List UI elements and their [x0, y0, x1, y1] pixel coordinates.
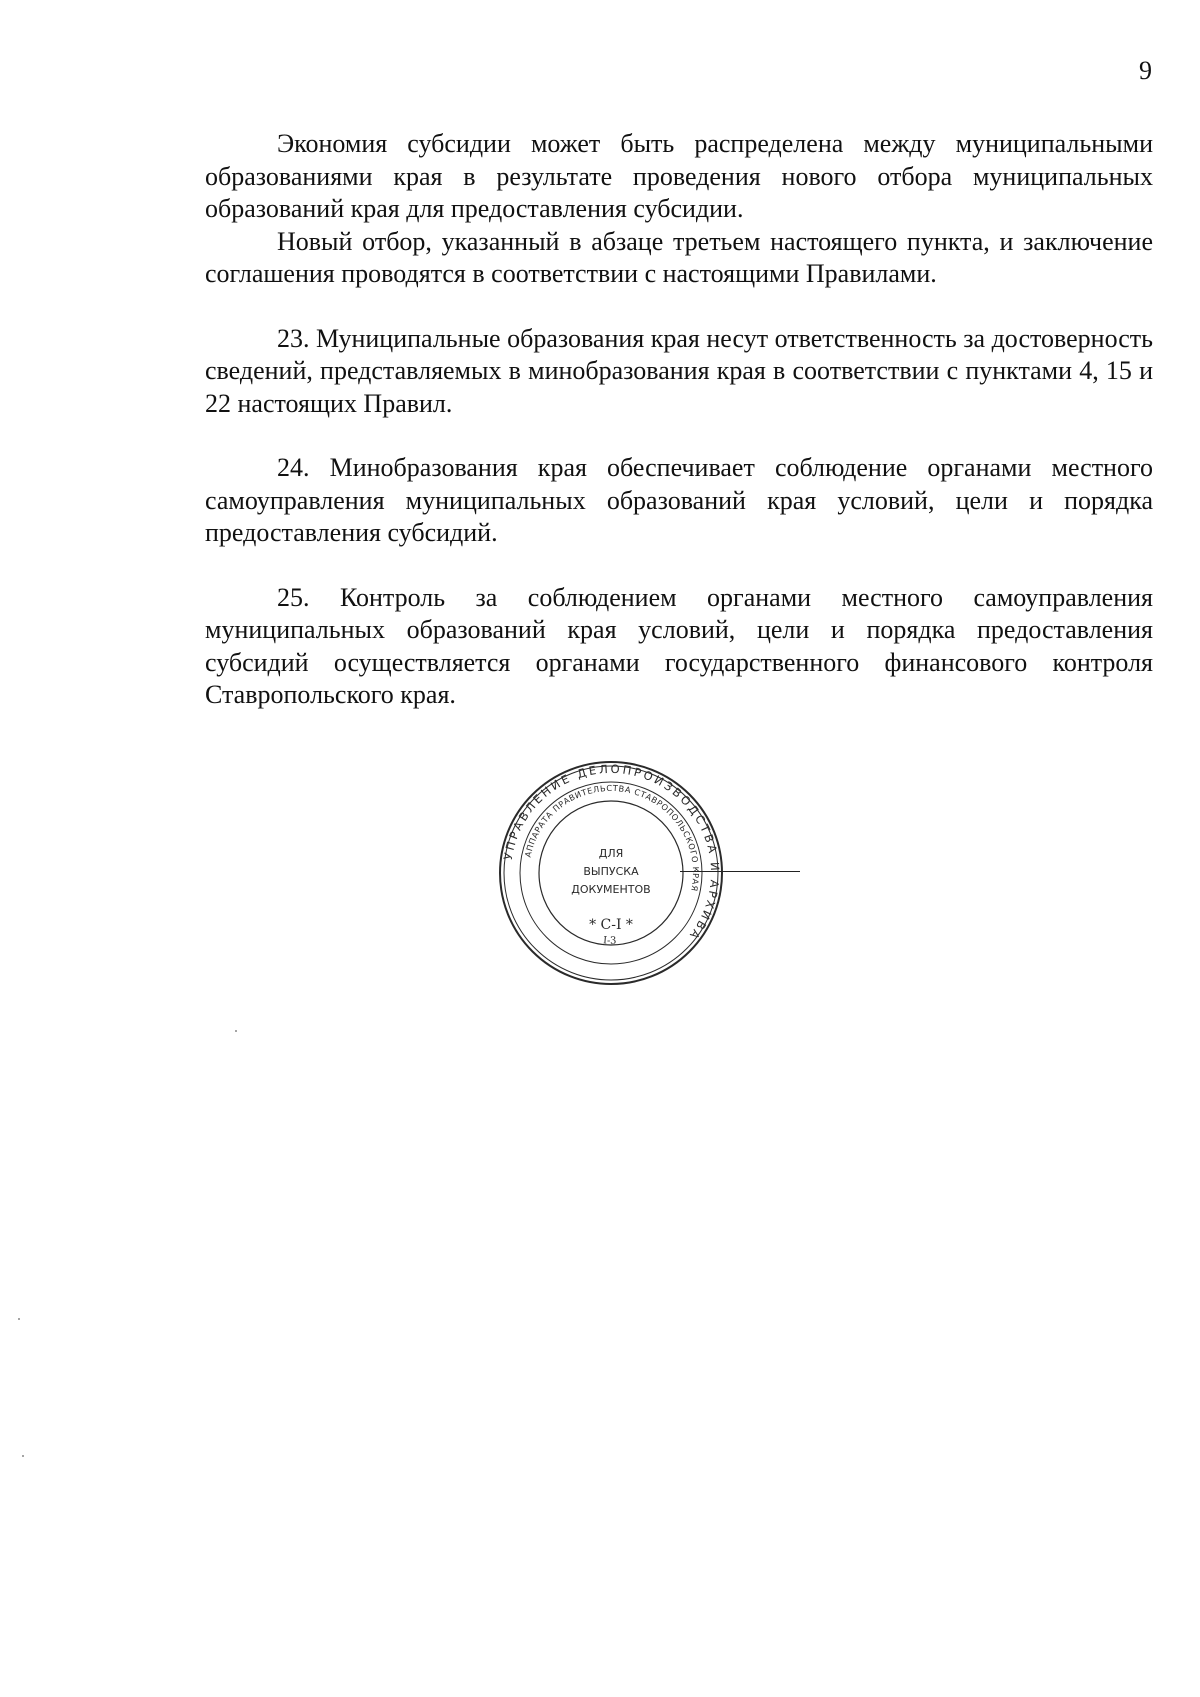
document-body: [205, 128, 1153, 712]
signature-line: [680, 871, 800, 872]
paragraph-subsidy-savings: Экономия субсидии может быть распределена между муниципальными образованиями края в результате проведения нового отбора муниципальных образований края для предоставления субсидии.: [205, 129, 1153, 223]
official-stamp: [497, 759, 725, 987]
stamp-bottom-code: I-3: [602, 935, 617, 947]
paragraph-item-25: 25. Контроль за соблюдением органами местного самоуправления муниципальных образований края условий, цели и порядка предоставления субсидий осуществляется органами государственного финансового контроля Ставропольского края.: [205, 582, 1153, 709]
paragraph-new-selection: Новый отбор, указанный в абзаце третьем настоящего пункта, и заключение соглашения проводятся в соответствии с настоящими Правилами.: [205, 226, 1153, 288]
stamp-outer-text: УПРАВЛЕНИЕ ДЕЛОПРОИЗВОДСТВА И АРХИВА: [500, 761, 723, 944]
page-number: 9: [1139, 56, 1152, 85]
scan-speck: [22, 1455, 24, 1457]
stamp-center-line-1: ДЛЯ: [598, 847, 624, 860]
stamp-inner-text: АППАРАТА ПРАВИТЕЛЬСТВА СТАВРОПОЛЬСКОГО КРАЯ: [522, 782, 702, 893]
paragraph-item-24: 24. Минобразования края обеспечивает соблюдение органами местного самоуправления муниципальных образований края условий, цели и порядка предоставления субсидий.: [205, 453, 1153, 547]
stamp-code: * С-I *: [589, 917, 633, 933]
scan-speck: [18, 1318, 20, 1320]
stamp-center-line-2: ВЫПУСКА: [583, 865, 639, 878]
scan-speck: [235, 1030, 237, 1032]
paragraph-item-23: 23. Муниципальные образования края несут ответственность за достоверность сведений, представляемых в минобразования края в соответствии с пунктами 4, 15 и 22 настоящих Правил.: [205, 323, 1153, 418]
stamp-center-line-3: ДОКУМЕНТОВ: [571, 883, 651, 896]
